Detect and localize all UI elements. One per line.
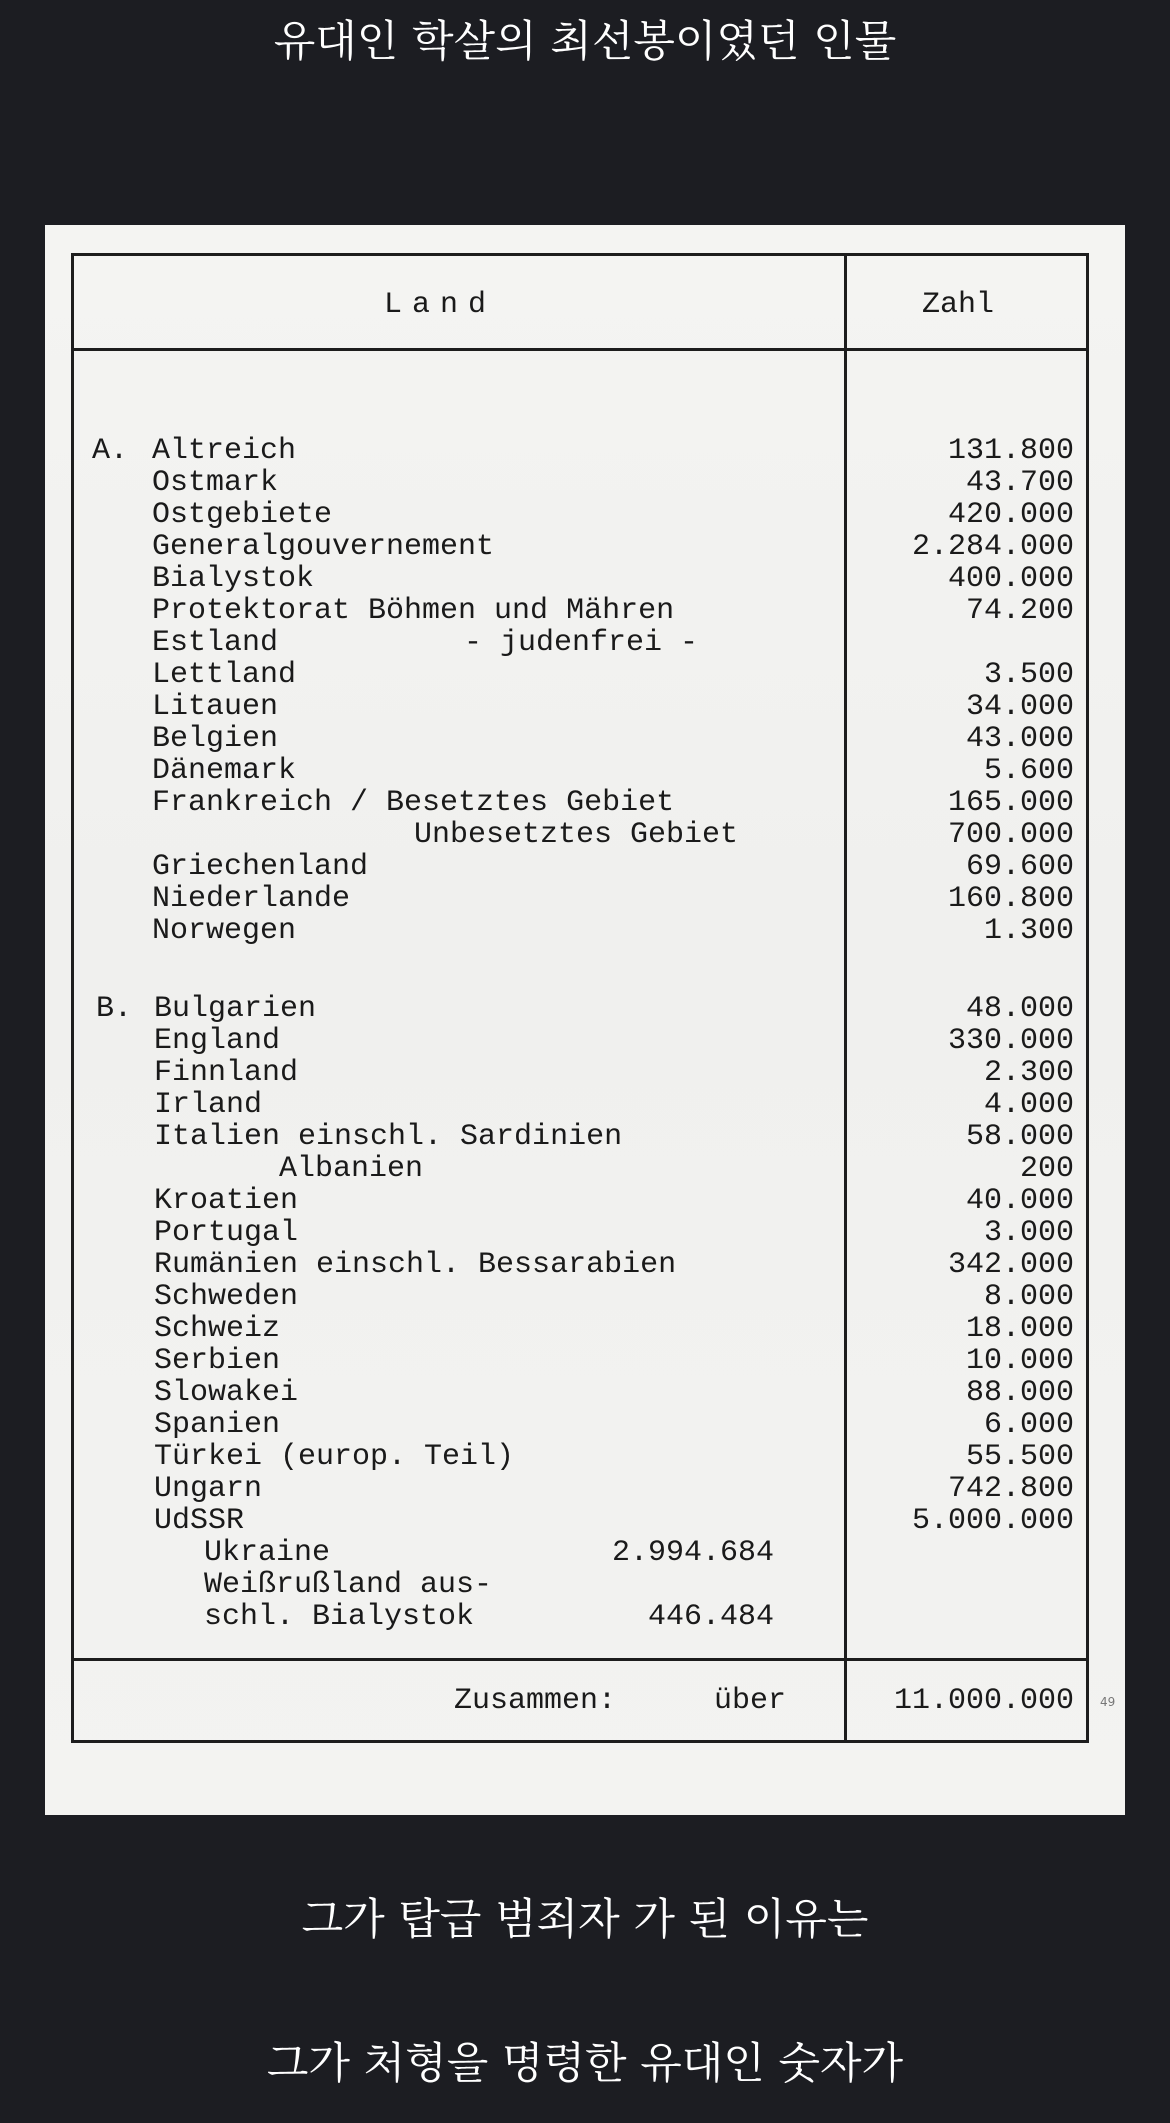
country-name: Altreich bbox=[152, 434, 297, 468]
country-name: Dänemark bbox=[152, 754, 297, 788]
country-name: Ostgebiete bbox=[152, 498, 333, 532]
country-count: 5.600 bbox=[983, 754, 1074, 788]
country-count: 58.000 bbox=[965, 1120, 1074, 1154]
country-count: 165.000 bbox=[947, 786, 1074, 820]
country-count: 8.000 bbox=[983, 1280, 1074, 1314]
country-name: Ungarn bbox=[154, 1472, 263, 1506]
country-name: Estland bbox=[152, 626, 279, 660]
country-count: 200 bbox=[1019, 1152, 1074, 1186]
country-count: 43.000 bbox=[965, 722, 1074, 756]
country-name: Niederlande bbox=[152, 882, 351, 916]
country-name: Schweden bbox=[154, 1280, 299, 1314]
country-name: Griechenland bbox=[152, 850, 369, 884]
document-photo bbox=[45, 225, 1125, 1815]
country-name: Generalgouvernement bbox=[152, 530, 495, 564]
country-count: 420.000 bbox=[947, 498, 1074, 532]
country-name: Ostmark bbox=[152, 466, 279, 500]
section-b-marker: B. bbox=[96, 992, 133, 1026]
table-header-rule bbox=[71, 348, 1089, 351]
country-name: Bulgarien bbox=[154, 992, 317, 1026]
country-count: 700.000 bbox=[947, 818, 1074, 852]
country-count: 160.800 bbox=[947, 882, 1074, 916]
country-name: Lettland bbox=[152, 658, 297, 692]
country-name: Litauen bbox=[152, 690, 279, 724]
country-count: 88.000 bbox=[965, 1376, 1074, 1410]
country-name: Italien einschl. Sardinien bbox=[154, 1120, 623, 1154]
country-count: 330.000 bbox=[947, 1024, 1074, 1058]
country-count: 131.800 bbox=[947, 434, 1074, 468]
country-count: 18.000 bbox=[965, 1312, 1074, 1346]
country-count: 6.000 bbox=[983, 1408, 1074, 1442]
country-name: Serbien bbox=[154, 1344, 281, 1378]
country-count: 2.284.000 bbox=[911, 530, 1074, 564]
country-name: Unbesetztes Gebiet bbox=[414, 818, 739, 852]
country-count: 74.200 bbox=[965, 594, 1074, 628]
country-name: Schweiz bbox=[154, 1312, 281, 1346]
country-name: Bialystok bbox=[152, 562, 315, 596]
country-count: 5.000.000 bbox=[911, 1504, 1074, 1538]
country-count: 2.300 bbox=[983, 1056, 1074, 1090]
country-name: Norwegen bbox=[152, 914, 297, 948]
header-land: Land bbox=[384, 288, 497, 322]
country-name: Portugal bbox=[154, 1216, 299, 1250]
country-count: 55.500 bbox=[965, 1440, 1074, 1474]
country-count: 3.500 bbox=[983, 658, 1074, 692]
country-count: 69.600 bbox=[965, 850, 1074, 884]
country-name: UdSSR bbox=[154, 1504, 245, 1538]
table-total-rule bbox=[71, 1658, 1089, 1661]
udssr-subregion-name: schl. Bialystok bbox=[204, 1600, 475, 1634]
country-name: Spanien bbox=[154, 1408, 281, 1442]
udssr-subregion-name: Weißrußland aus- bbox=[204, 1568, 493, 1602]
caption-top: 유대인 학살의 최선봉이였던 인물 bbox=[273, 17, 897, 67]
country-count: 3.000 bbox=[983, 1216, 1074, 1250]
country-count: 1.300 bbox=[983, 914, 1074, 948]
section-a-marker: A. bbox=[92, 434, 129, 468]
country-count: 4.000 bbox=[983, 1088, 1074, 1122]
country-name: Slowakei bbox=[154, 1376, 299, 1410]
document-table bbox=[71, 253, 1089, 1743]
country-name: Kroatien bbox=[154, 1184, 299, 1218]
country-count: 400.000 bbox=[947, 562, 1074, 596]
table-top-rule bbox=[71, 253, 1089, 256]
country-name: England bbox=[154, 1024, 281, 1058]
country-name: Frankreich / Besetztes Gebiet bbox=[152, 786, 675, 820]
table-bottom-rule bbox=[71, 1740, 1089, 1743]
country-name: Finnland bbox=[154, 1056, 299, 1090]
total-label: Zusammen: bbox=[454, 1684, 617, 1718]
country-count: 43.700 bbox=[965, 466, 1074, 500]
udssr-subregion-name: Ukraine bbox=[204, 1536, 331, 1570]
country-name: Türkei (europ. Teil) bbox=[154, 1440, 515, 1474]
udssr-subregion-count: 2.994.684 bbox=[611, 1536, 774, 1570]
total-qualifier: über bbox=[714, 1684, 787, 1718]
country-count: 342.000 bbox=[947, 1248, 1074, 1282]
country-count: 40.000 bbox=[965, 1184, 1074, 1218]
total-value: 11.000.000 bbox=[893, 1684, 1074, 1718]
caption-bottom: 그가 처형을 명령한 유대인 숫자가 bbox=[266, 2039, 904, 2089]
country-name: Rumänien einschl. Bessarabien bbox=[154, 1248, 677, 1282]
header-zahl: Zahl bbox=[922, 288, 995, 322]
estland-note: - judenfrei - bbox=[464, 626, 699, 660]
country-count: 34.000 bbox=[965, 690, 1074, 724]
country-name: Protektorat Böhmen und Mähren bbox=[152, 594, 675, 628]
udssr-subregion-count: 446.484 bbox=[647, 1600, 774, 1634]
country-name: Irland bbox=[154, 1088, 263, 1122]
page-number: 49 bbox=[1100, 1695, 1116, 1709]
country-count: 48.000 bbox=[965, 992, 1074, 1026]
country-count: 10.000 bbox=[965, 1344, 1074, 1378]
country-count: 742.800 bbox=[947, 1472, 1074, 1506]
country-name: Belgien bbox=[152, 722, 279, 756]
caption-middle: 그가 탑급 범죄자 가 된 이유는 bbox=[301, 1895, 869, 1945]
country-name: Albanien bbox=[279, 1152, 424, 1186]
